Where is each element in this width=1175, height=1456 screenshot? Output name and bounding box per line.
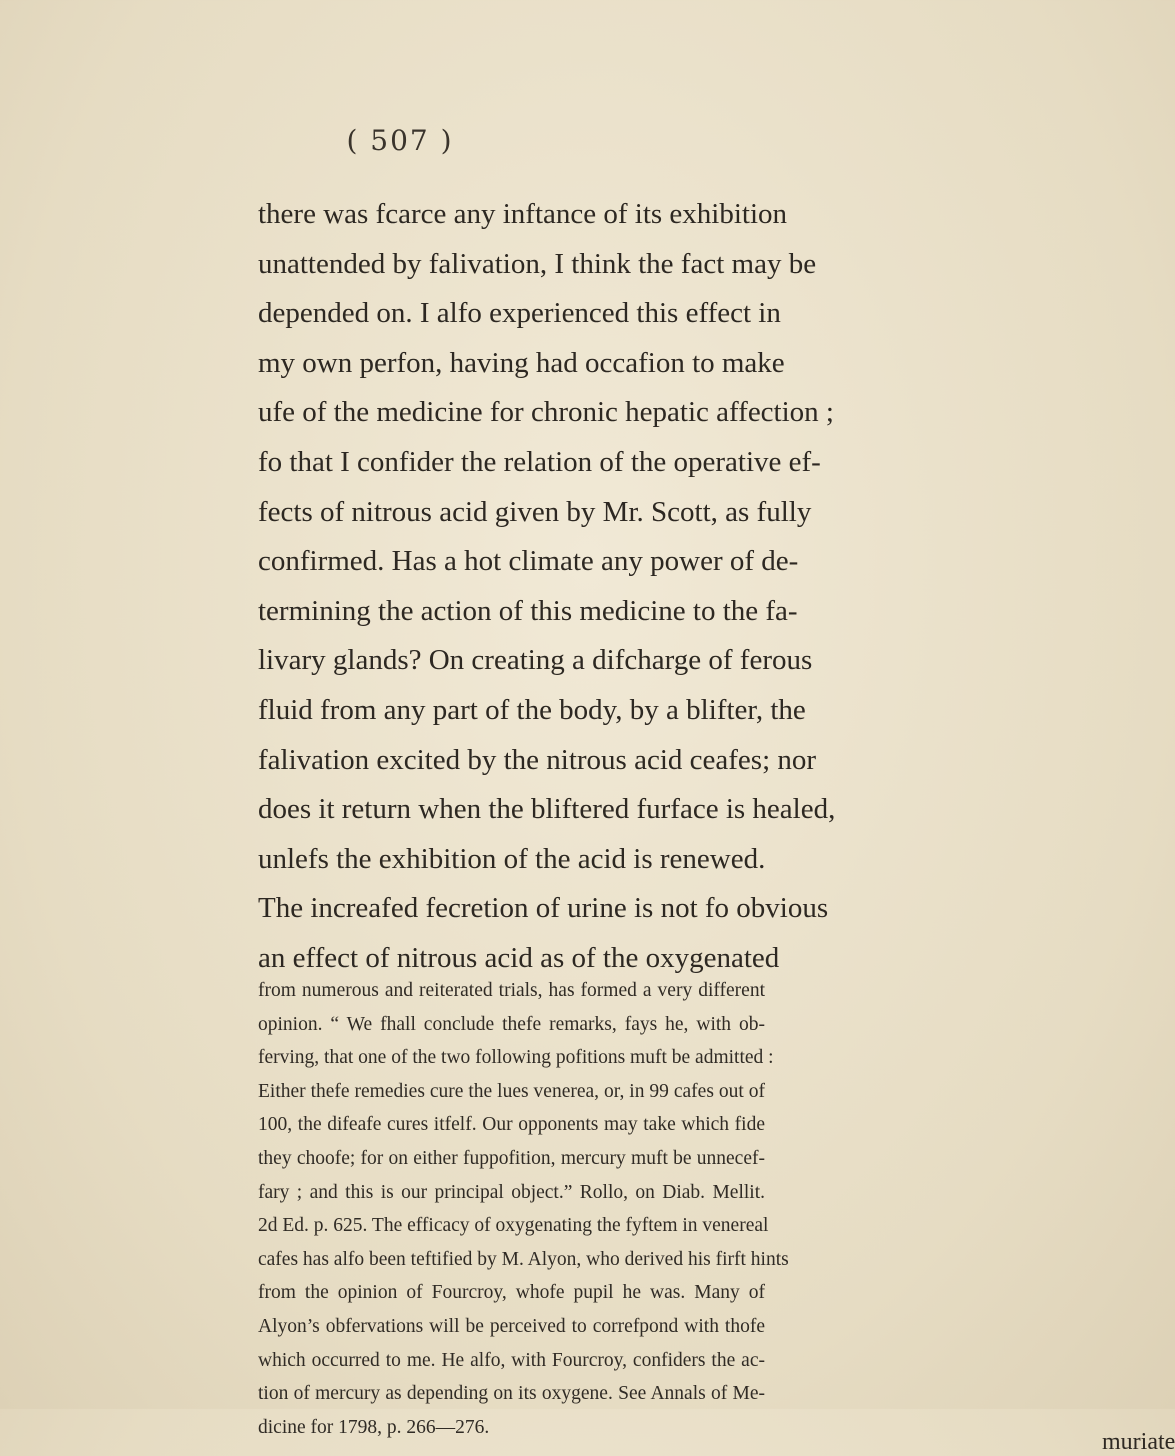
- footnote-line: Either thefe remedies cure the lues venerea, or, in 99 cafes out of: [258, 1080, 765, 1102]
- footnote-line: dicine for 1798, p. 266—276.: [258, 1416, 490, 1438]
- footnote-line: fary ; and this is our principal object.” Rollo, on Diab. Mellit.: [258, 1181, 765, 1203]
- page-number: ( 507 ): [346, 124, 454, 157]
- main-text-line: The increafed fecretion of urine is not fo obvious: [258, 892, 829, 925]
- main-text-line: fects of nitrous acid given by Mr. Scott, as fully: [258, 495, 812, 528]
- footnote-block: [258, 974, 789, 1444]
- footnote-line: which occurred to me. He alfo, with Fourcroy, confiders the ac-: [258, 1349, 765, 1371]
- main-text-line: unlefs the exhibition of the acid is renewed.: [258, 842, 766, 875]
- footnote-line: tion of mercury as depending on its oxygene. See Annals of Me-: [258, 1383, 765, 1405]
- main-text-line: an effect of nitrous acid as of the oxygenated: [258, 941, 780, 974]
- footnote-line: opinion. “ We fhall conclude thefe remarks, fays he, with ob-: [258, 1013, 765, 1035]
- main-text-line: termining the action of this medicine to the fa-: [258, 594, 798, 627]
- main-text-line: my own perfon, having had occafion to make: [258, 346, 785, 379]
- main-text-line: fo that I confider the relation of the operative ef-: [258, 445, 821, 478]
- footnote-line: 2d Ed. p. 625. The efficacy of oxygenating the fyftem in venereal: [258, 1215, 769, 1237]
- main-text-line: ufe of the medicine for chronic hepatic affection ;: [258, 396, 834, 429]
- main-text-line: unattended by falivation, I think the fact may be: [258, 247, 817, 280]
- footnote-line: Alyon’s obfervations will be perceived to correfpond with thofe: [258, 1315, 765, 1337]
- main-text-block: [258, 190, 836, 984]
- catchword: muriate: [1102, 1429, 1175, 1455]
- main-text-line: fluid from any part of the body, by a blifter, the: [258, 693, 806, 726]
- main-text-line: there was fcarce any inftance of its exhibition: [258, 198, 788, 230]
- footnote-line: 100, the difeafe cures itfelf. Our opponents may take which fide: [258, 1114, 765, 1136]
- footnote-line: cafes has alfo been teftified by M. Alyon, who derived his firft hints: [258, 1248, 789, 1270]
- main-text-line: livary glands? On creating a difcharge of ferous: [258, 644, 813, 677]
- main-text-line: depended on. I alfo experienced this effect in: [258, 297, 781, 330]
- footnote-line: from the opinion of Fourcroy, whofe pupil he was. Many of: [258, 1282, 765, 1304]
- footnote-line: from numerous and reiterated trials, has formed a very different: [258, 980, 765, 1001]
- main-text-line: falivation excited by the nitrous acid ceafes; nor: [258, 743, 817, 776]
- main-text-line: does it return when the bliftered furface is healed,: [258, 793, 836, 826]
- footnote-line: they choofe; for on either fuppofition, mercury muft be unnecef-: [258, 1147, 765, 1169]
- main-text-line: confirmed. Has a hot climate any power of de-: [258, 545, 799, 578]
- footnote-line: ferving, that one of the two following pofitions muft be admitted :: [258, 1047, 774, 1069]
